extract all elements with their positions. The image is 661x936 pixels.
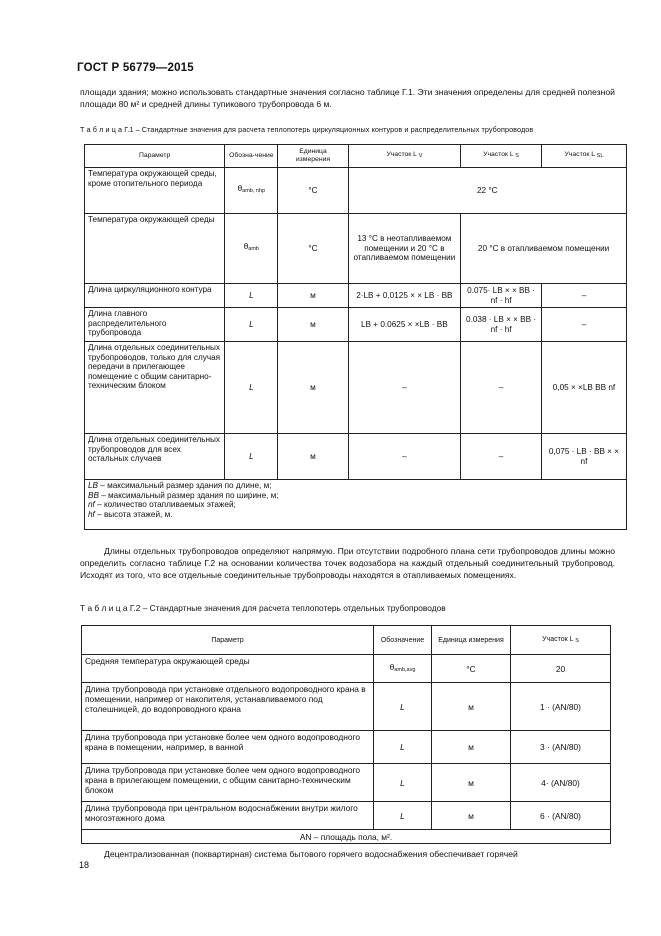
table-row [82, 683, 611, 731]
value-cell: 3 · (AN/80) [511, 731, 611, 764]
lsl-cell: – [541, 308, 626, 342]
table1-header-symbol: Обозна-чение [225, 145, 278, 168]
table2-header-symbol: Обозначение [374, 626, 432, 655]
unit-cell: °C [278, 168, 348, 214]
unit-cell: °C [432, 655, 511, 683]
param-cell: Длина трубопровода при установке отдельного водопроводного крана в помещении, например от накопителя, устанавливаемого под столешницей, до водопроводного крана [82, 683, 374, 731]
unit-cell: м [432, 802, 511, 830]
symbol-cell: L [225, 308, 278, 342]
table2-header-unit: Единица измерения [432, 626, 511, 655]
unit-cell: м [278, 284, 348, 308]
unit-cell: м [278, 342, 348, 434]
param-cell: Длина трубопровода при установке более чем одного водопроводного крана в прилегающем помещении, с общим санитарно-техническим блоком [82, 764, 374, 802]
param-cell: Температура окружающей среды, кроме отопительного периода [85, 168, 225, 214]
unit-cell: м [278, 434, 348, 480]
symbol-cell: L [225, 342, 278, 434]
note-line: LB – максимальный размер здания по длине, м; [88, 481, 272, 490]
table-row [85, 214, 627, 284]
lsl-cell: 0,075 · LB · BB × × nf [541, 434, 626, 480]
table-row [85, 284, 627, 308]
unit-cell: м [432, 764, 511, 802]
value-cell: 1 · (AN/80) [511, 683, 611, 731]
param-cell: Температура окружающей среды [85, 214, 225, 284]
param-cell: Длина главного распределительного трубопровода [85, 308, 225, 342]
symbol-cell: $\theta_{amb}$ [225, 214, 278, 284]
table1-header-param: Параметр [85, 145, 225, 168]
table1-caption: Т а б л и ц а Г.1 – Стандартные значения для расчета теплопотерь циркуляционных контуров и распределительных трубопроводов [80, 125, 534, 134]
table-row [85, 168, 627, 214]
table2-caption: Т а б л и ц а Г.2 – Стандартные значения для расчета теплопотерь отдельных трубопроводов [80, 603, 446, 613]
table2-note: AN – площадь пола, м². [82, 830, 611, 844]
param-cell: Длина циркуляционного контура [85, 284, 225, 308]
table1-header-lv: Участок L $_V$ [348, 145, 461, 168]
symbol-cell: $\theta_{amb,avg}$ [374, 655, 432, 683]
param-cell: Длина отдельных соединительных трубопроводов, только для случая передачи в прилегающее помещение с общим санитарно-техническим блоком [85, 342, 225, 434]
unit-cell: м [432, 731, 511, 764]
value-cell: 6 · (AN/80) [511, 802, 611, 830]
lv-cell: – [348, 434, 461, 480]
symbol-cell: L [374, 683, 432, 731]
value-cell: 4· (AN/80) [511, 764, 611, 802]
value-cell: 20 [511, 655, 611, 683]
table1-notes [85, 480, 627, 530]
symbol-cell: L [225, 284, 278, 308]
table-row [85, 434, 627, 480]
merged-value-cell: 20 °C в отапливаемом помещении [461, 214, 627, 284]
table-row [85, 308, 627, 342]
table1 [84, 144, 627, 530]
note-line: hf – высота этажей, м. [88, 509, 173, 519]
unit-cell: м [278, 308, 348, 342]
symbol-cell: L [225, 434, 278, 480]
document-header: ГОСТ Р 56779—2015 [77, 62, 194, 74]
merged-value-cell: 22 °C [348, 168, 626, 214]
symbol-cell: $\theta_{amb, nhp}$ [225, 168, 278, 214]
param-cell: Длина трубопровода при центральном водоснабжении внутри жилого многоэтажного дома [82, 802, 374, 830]
table2-header-param: Параметр [82, 626, 374, 655]
table2-header-ls: Участок L $_S$ [511, 626, 611, 655]
table1-header-unit: Единица измерения [278, 145, 348, 168]
table2 [81, 625, 611, 844]
note-line: BB – максимальный размер здания по ширине, м; [88, 490, 279, 500]
lv-cell: 2·LB + 0,0125 × × LB · BB [348, 284, 461, 308]
ls-cell: 0.038 · LB × × BB · nf · hf [461, 308, 542, 342]
ls-cell: – [461, 434, 542, 480]
param-cell: Средняя температура окружающей среды [82, 655, 374, 683]
closing-paragraph: Децентрализованная (поквартирная) система бытового горячего водоснабжения обеспечивает горячей [104, 849, 518, 859]
unit-cell: °C [278, 214, 348, 284]
symbol-cell: L [374, 764, 432, 802]
note-line: nf – количество отапливаемых этажей; [88, 500, 236, 509]
table1-header-lsl: Участок L $_{SL}$ [541, 145, 626, 168]
unit-cell: м [432, 683, 511, 731]
page-number: 18 [79, 860, 90, 870]
lv-cell: LB + 0.0625 × ×LB · BB [348, 308, 461, 342]
middle-paragraph: Длины отдельных трубопроводов определяют напрямую. При отсутствии подробного плана сети трубопроводов длины можно определить согласно таблице Г.2 на основании количества точек водозабора на каждый отдельный соединительный трубопровод. Исходят из того, что все отдельные соединительные трубопроводы находятся в отапливаемых помещениях. [80, 546, 615, 580]
symbol-cell: L [374, 802, 432, 830]
table-row [85, 342, 627, 434]
table-row [82, 802, 611, 830]
param-cell: Длина трубопровода при установке более чем одного водопроводного крана в помещении, например, в ванной [82, 731, 374, 764]
ls-cell: 0.075· LB × × BB · nf · hf [461, 284, 542, 308]
symbol-cell: L [374, 731, 432, 764]
lsl-cell: – [541, 284, 626, 308]
table-row [82, 764, 611, 802]
table-row [82, 655, 611, 683]
table1-header-ls: Участок L $_S$ [461, 145, 542, 168]
lsl-cell: 0,05 × ×LB BB nf [541, 342, 626, 434]
intro-paragraph: площади здания; можно использовать стандартные значения согласно таблице Г.1. Эти значения определены для средней полезной площади 80 м² и средней длины тупикового трубопровода 6 м. [80, 87, 615, 109]
param-cell: Длина отдельных соединительных трубопроводов для всех остальных случаев [85, 434, 225, 480]
lv-cell: 13 °C в неотапливаемом помещении и 20 °C в отапливаемом помещении [348, 214, 461, 284]
table-row [82, 731, 611, 764]
ls-cell: – [461, 342, 542, 434]
lv-cell: – [348, 342, 461, 434]
